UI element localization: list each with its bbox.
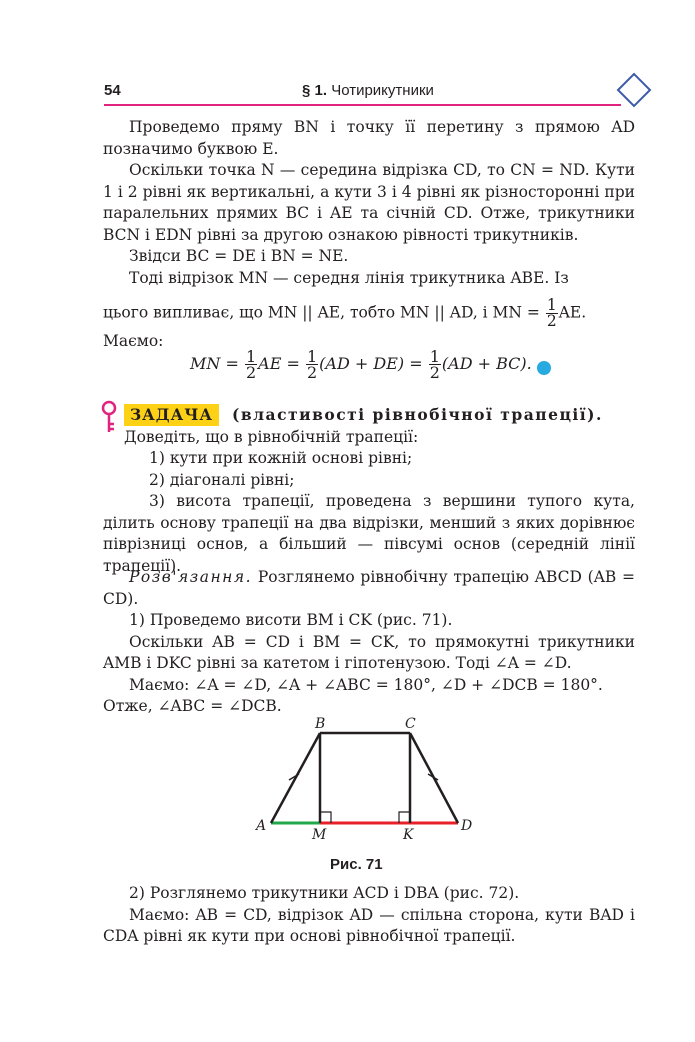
formula-lhs: MN = bbox=[190, 354, 239, 373]
frac-num: 1 bbox=[429, 347, 440, 366]
side-ab bbox=[271, 733, 320, 823]
diamond-icon bbox=[616, 72, 652, 108]
section-mark: § 1. bbox=[302, 82, 328, 99]
solution-block bbox=[103, 567, 635, 718]
frac-den: 2 bbox=[306, 363, 318, 382]
frac-den: 2 bbox=[546, 312, 557, 330]
midline-formula bbox=[190, 349, 532, 380]
task-item-1: 1) кути при кожній основі рівні; bbox=[149, 449, 413, 467]
formula-term-1: AE = bbox=[258, 354, 300, 373]
solution-intro bbox=[103, 567, 635, 610]
frac-den: 2 bbox=[429, 363, 440, 382]
solution-step-2: Оскільки AB = CD і BM = CK, то прямокутні трикутники AMB і DKC рівні за катетом і гіпотенузою. Тоді ∠A = ∠D. bbox=[103, 632, 635, 672]
right-angle-m bbox=[320, 812, 331, 823]
task-subtitle bbox=[232, 405, 603, 424]
right-angle-k bbox=[399, 812, 410, 823]
end-of-proof-dot bbox=[537, 361, 551, 375]
formula-term-2: (AD + DE) = bbox=[319, 354, 423, 373]
solution-conclusion: Отже, ∠ABC = ∠DCB. bbox=[103, 697, 282, 715]
label-b: B bbox=[315, 716, 326, 732]
page-number: 54 bbox=[104, 82, 121, 99]
mayemo-label: Маємо: bbox=[103, 332, 164, 350]
fraction-half bbox=[306, 349, 318, 380]
fraction-half bbox=[546, 298, 558, 329]
task-label: ЗАДАЧА bbox=[124, 404, 219, 426]
paragraph-4-cont bbox=[103, 298, 586, 329]
paragraph-1: Проведемо пряму BN і точку її перетину з прямою AD позначимо буквою E. bbox=[103, 118, 635, 158]
page-header bbox=[104, 82, 644, 106]
label-d: D bbox=[461, 818, 473, 834]
figure-71 bbox=[252, 712, 482, 848]
p4-start: цього випливає, що MN || AE, тобто MN || AD, і MN = bbox=[103, 303, 540, 322]
paragraph-4: Тоді відрізок MN — середня лінія трикутника ABE. Із bbox=[129, 268, 569, 287]
fraction-half bbox=[245, 349, 257, 380]
bottom-text-block bbox=[103, 883, 635, 948]
solution-angles: Маємо: ∠A = ∠D, ∠A + ∠ABC = 180°, ∠D + ∠DCB = 180°. bbox=[129, 675, 603, 694]
label-k: K bbox=[403, 827, 414, 843]
section-name: Чотирикутники bbox=[331, 82, 434, 99]
header-rule bbox=[104, 104, 621, 106]
frac-num: 1 bbox=[546, 296, 557, 314]
figure-caption: Рис. 71 bbox=[330, 856, 383, 873]
label-a: A bbox=[256, 818, 267, 834]
bottom-mayemo: Маємо: AB = CD, відрізок AD — спільна сторона, кути BAD і CDA рівні як кути при основі рівнобічної трапеції. bbox=[103, 905, 635, 945]
bottom-step-2: 2) Розглянемо трикутники ACD і DBA (рис. 72). bbox=[129, 884, 520, 902]
task-intro: Доведіть, що в рівнобічній трапеції: bbox=[124, 428, 419, 446]
task-item-2: 2) діагоналі рівні; bbox=[149, 470, 295, 489]
key-icon bbox=[100, 400, 122, 434]
p4-end: AE. bbox=[558, 303, 587, 322]
paragraph-2: Оскільки точка N — середина відрізка CD, то CN = ND. Кути 1 і 2 рівні як вертикальні, а кути 3 і 4 рівні як різносторонні при паралельних прямих BC і AE та січній CD. Отже, трикутники BCN і EDN рівні за другою ознакою рівності трикутників. bbox=[103, 161, 635, 244]
task-items bbox=[103, 448, 635, 577]
label-c: C bbox=[405, 716, 416, 732]
task-subtitle-text: (властивості рівнобічної трапеції). bbox=[232, 405, 603, 424]
fraction-half bbox=[429, 349, 441, 380]
solution-step-1: 1) Проведемо висоти BM і CK (рис. 71). bbox=[129, 611, 453, 629]
solution-label: Розв'язання. bbox=[129, 568, 253, 586]
formula-term-3: (AD + BC). bbox=[441, 354, 532, 373]
frac-den: 2 bbox=[245, 363, 257, 382]
task-item-3: 3) висота трапеції, проведена з вершини тупого кута, ділить основу трапеції на два відрізки, менший з яких дорівнює піврізниці основ, а більший — півсумі основ (середній лінії трапеції). bbox=[103, 492, 635, 575]
frac-num: 1 bbox=[245, 347, 257, 366]
top-text-block bbox=[103, 117, 635, 289]
frac-num: 1 bbox=[306, 347, 318, 366]
solution-s1: Розглянемо рівнобічну трапецію ABCD (AB = CD). bbox=[103, 568, 635, 608]
paragraph-3: Звідси BC = DE і BN = NE. bbox=[129, 247, 349, 265]
label-m: M bbox=[312, 827, 327, 843]
section-title bbox=[302, 82, 434, 99]
